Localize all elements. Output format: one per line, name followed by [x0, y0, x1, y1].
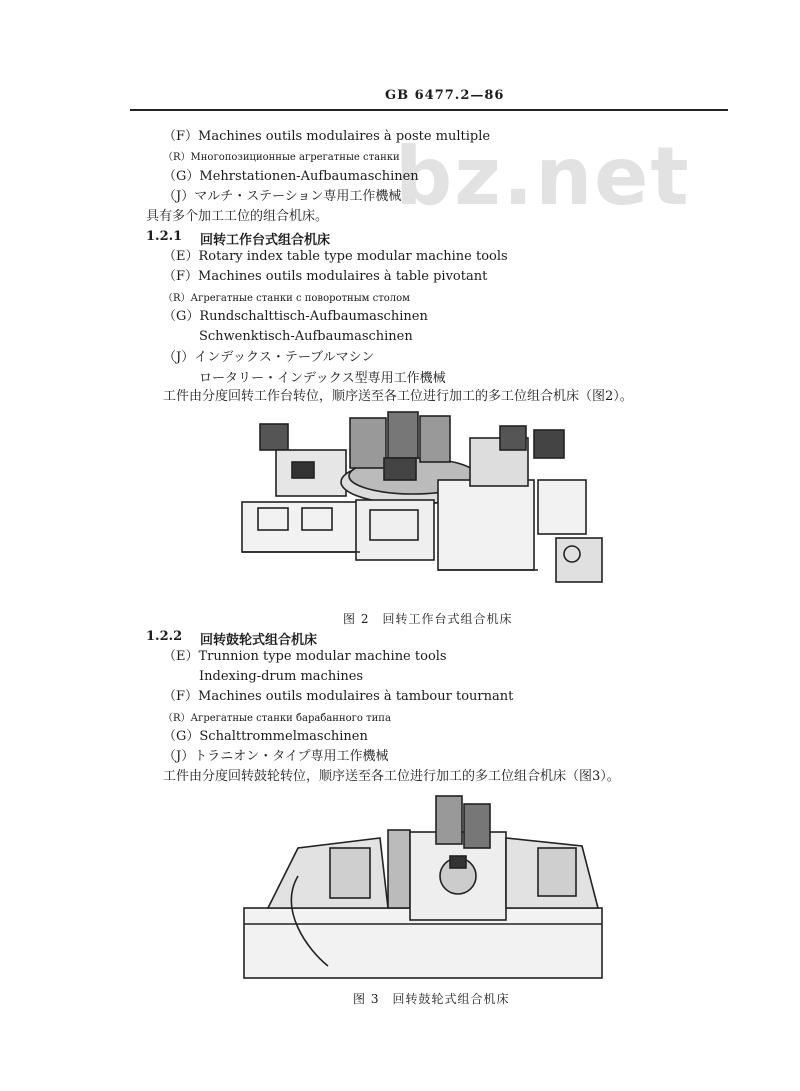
- term-japanese-alt: ロータリー・インデックス型専用工作機械: [199, 371, 446, 386]
- term-japanese: （J）インデックス・テーブルマシン: [163, 350, 375, 365]
- definition: 工件由分度回转鼓轮转位，顺序送至各工位进行加工的多工位组合机床（图3）。: [163, 769, 620, 784]
- definition: 具有多个加工工位的组合机床。: [146, 209, 329, 224]
- term-english: （E）Trunnion type modular machine tools: [163, 649, 447, 664]
- term-japanese: （J）マルチ・ステーション専用工作機械: [163, 189, 402, 204]
- term-russian: （R）Агрегатные станки барабанного типа: [163, 713, 391, 724]
- center-base: [356, 500, 434, 560]
- center-head-2: [388, 412, 418, 458]
- center-head-1: [350, 418, 386, 468]
- drum-fixture: [450, 856, 466, 868]
- standard-number: GB 6477.2—86: [385, 88, 505, 103]
- left-headstock-window: [292, 462, 314, 478]
- figure-3-machine-drawing: [238, 790, 608, 984]
- term-german: （G）Mehrstationen-Aufbaumaschinen: [163, 169, 419, 184]
- section-title: 回转工作台式组合机床: [200, 233, 331, 248]
- term-english: （E）Rotary index table type modular machine tools: [163, 249, 508, 264]
- coolant-tank: [556, 538, 602, 582]
- figure-3-caption: 图 3 回转鼓轮式组合机床: [353, 992, 510, 1006]
- figure-2-machine-drawing: [238, 410, 610, 602]
- term-russian: （R）Многопозиционные агрегатные станки: [163, 152, 400, 163]
- section-number: 1.2.1: [146, 229, 183, 244]
- term-french: （F）Machines outils modulaires à poste multiple: [163, 129, 491, 144]
- section-number: 1.2.2: [146, 629, 183, 644]
- far-right-motor: [534, 430, 564, 458]
- term-russian: （R）Агрегатные станки с поворотным столом: [163, 293, 410, 304]
- section-title: 回转鼓轮式组合机床: [200, 633, 318, 648]
- term-french: （F）Machines outils modulaires à tambour tournant: [163, 689, 514, 704]
- right-unit-head: [538, 848, 576, 896]
- term-english-alt: Indexing-drum machines: [199, 669, 364, 684]
- term-german: （G）Rundschalttisch-Aufbaumaschinen: [163, 309, 428, 324]
- left-base: [242, 502, 360, 552]
- figure-2-caption: 图 2 回转工作台式组合机床: [343, 612, 513, 626]
- top-spindle-2: [464, 804, 490, 848]
- left-column: [388, 830, 410, 908]
- definition: 工件由分度回转工作台转位，顺序送至各工位进行加工的多工位组合机床（图2）。: [163, 389, 633, 404]
- left-motor: [260, 424, 288, 450]
- top-spindle-1: [436, 796, 462, 844]
- term-german-alt: Schwenktisch-Aufbaumaschinen: [199, 329, 413, 344]
- right-motor: [500, 426, 526, 450]
- right-base: [438, 480, 534, 570]
- term-french: （F）Machines outils modulaires à table pivotant: [163, 269, 488, 284]
- center-fixture: [384, 458, 416, 480]
- header-rule: [130, 109, 728, 111]
- far-right-base: [538, 480, 586, 534]
- center-head-3: [420, 416, 450, 462]
- watermark: bz.net: [395, 130, 691, 223]
- term-german: （G）Schalttrommelmaschinen: [163, 729, 368, 744]
- left-unit-head: [330, 848, 370, 898]
- term-japanese: （J）トラニオン・タイプ専用工作機械: [163, 749, 389, 764]
